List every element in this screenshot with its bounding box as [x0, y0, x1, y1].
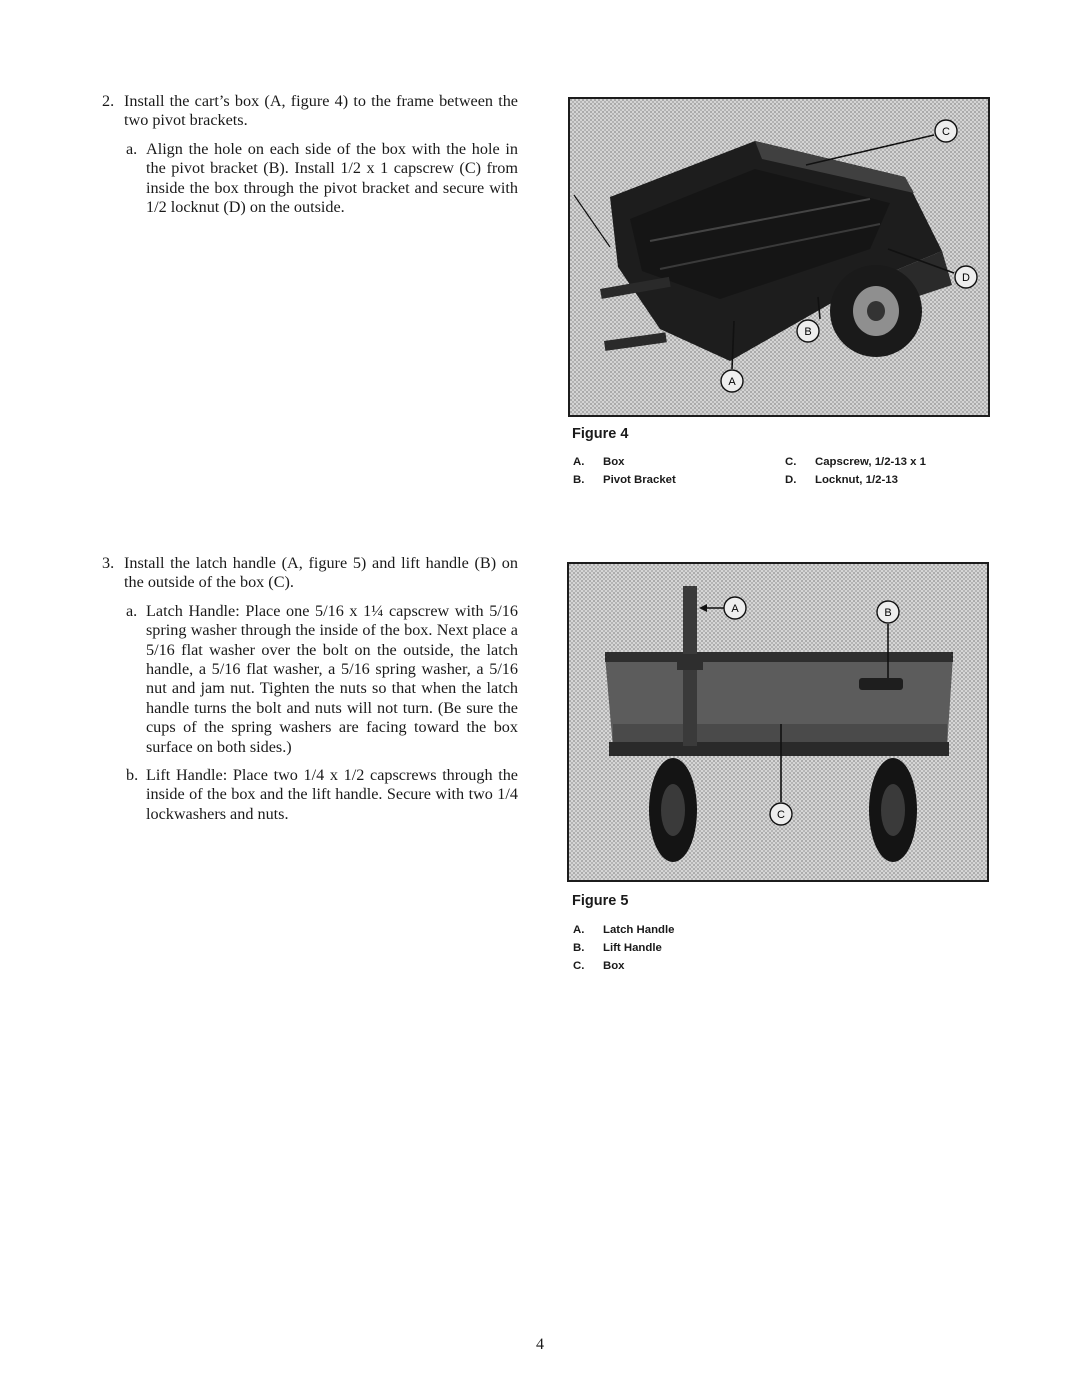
legend-item: D. Locknut, 1/2-13 — [785, 474, 898, 486]
step-3a-text: Latch Handle: Place one 5/16 x 1¼ capscrew with 5/16 spring washer through the inside of the box. Next place a 5/16 flat washer over the bolt on the outside, the latch handle, a 5/16 flat washer, a 5/16 spring washer, a 5/16 nut and jam nut. Tighten the nuts so that when the latch handle turns the bolt and nuts will not turn. (Be sure the cups of the spring washers are facing toward the box surface on both sides.) — [146, 601, 518, 756]
callout-b — [797, 320, 819, 342]
step-2-number: 2. — [102, 92, 115, 110]
legend-item: B. Pivot Bracket — [573, 474, 676, 486]
step-2 — [102, 92, 518, 217]
callout-c-label: C — [777, 809, 785, 821]
callout-b-label: B — [884, 607, 892, 619]
figure-5-title: Figure 5 — [572, 893, 629, 909]
step-2a-text: Align the hole on each side of the box with the hole in the pivot bracket (B). Install 1/2 x 1 capscrew (C) from inside the box through the pivot bracket and secure with 1/2 locknut (D) on the outside. — [146, 139, 518, 217]
step-3-text: Install the latch handle (A, figure 5) and lift handle (B) on the outside of the box (C). — [124, 554, 518, 592]
figure-5-legend — [573, 921, 773, 975]
legend-item: C. Capscrew, 1/2-13 x 1 — [785, 456, 927, 468]
callout-c — [935, 120, 957, 142]
legend-item: A. Latch Handle — [573, 924, 675, 936]
figure-5-photo — [567, 562, 989, 882]
step-3b-text: Lift Handle: Place two 1/4 x 1/2 capscrews through the inside of the box and the lift handle. Secure with two 1/4 lockwashers and nuts. — [146, 766, 518, 823]
step-2a-letter: a. — [126, 139, 138, 158]
legend-item: C. Box — [573, 960, 625, 972]
callout-d-label: D — [962, 272, 970, 284]
step-3b-letter: b. — [126, 766, 139, 785]
callout-a — [721, 370, 743, 392]
legend-item: B. Lift Handle — [573, 942, 662, 954]
callout-a-label: A — [728, 376, 736, 388]
legend-item: A. Box — [573, 456, 625, 468]
step-2a — [126, 140, 518, 218]
callout-b — [877, 601, 899, 623]
callout-b-label: B — [804, 326, 812, 338]
step-3a-letter: a. — [126, 601, 138, 620]
figure-4-legend-right — [785, 453, 985, 489]
callout-a-label: A — [731, 603, 739, 615]
step-3b — [126, 766, 518, 824]
callout-c-label: C — [942, 126, 950, 138]
figure-4-photo — [568, 97, 990, 417]
callout-a — [724, 597, 746, 619]
figure-4-title: Figure 4 — [572, 426, 629, 442]
step-3a — [126, 602, 518, 757]
callout-d — [955, 266, 977, 288]
callout-c — [770, 803, 792, 825]
step-2-text: Install the cart’s box (A, figure 4) to the frame between the two pivot brackets. — [124, 92, 518, 130]
step-3 — [102, 554, 518, 824]
figure-4-legend-left — [573, 453, 773, 489]
page-number: 4 — [536, 1336, 544, 1353]
step-3-number: 3. — [102, 554, 115, 572]
